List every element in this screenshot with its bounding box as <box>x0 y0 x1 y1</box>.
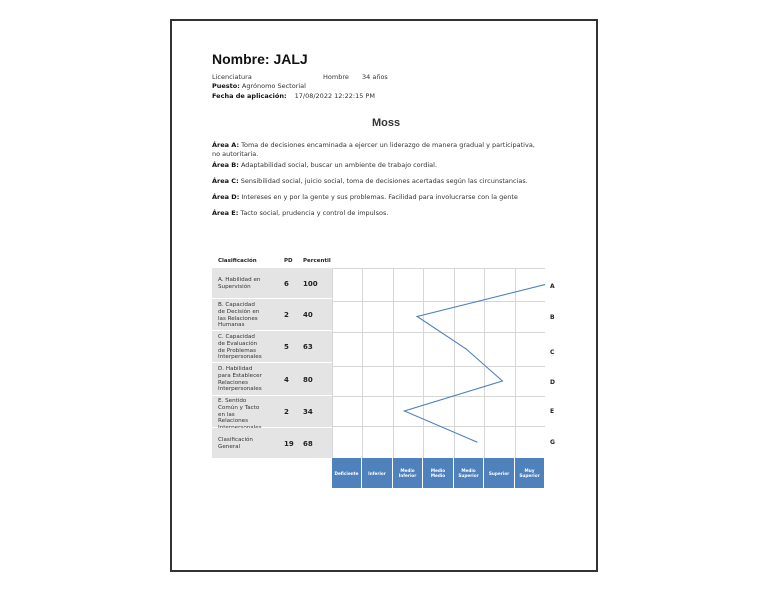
row-pd: 19 <box>284 440 294 448</box>
row-letter: E <box>550 408 555 415</box>
table-row <box>212 396 332 428</box>
row-letter: G <box>550 439 555 446</box>
row-letter: B <box>550 314 555 321</box>
profile-point-E <box>404 410 405 411</box>
age-text: 34 años <box>362 73 388 81</box>
row-percentil: 80 <box>303 376 313 384</box>
table-row <box>212 363 332 396</box>
header-pd: PD <box>284 258 293 264</box>
area-d <box>212 193 542 202</box>
gender-text: Hombre <box>323 73 349 81</box>
area-a-text: Toma de decisiones encaminada a ejercer un liderazgo de manera gradual y participativa, no autoritaria. <box>212 141 535 158</box>
area-e-text: Tacto social, prudencia y control de impulsos. <box>240 209 389 217</box>
row-label: B. Capacidad de Decisión en las Relaciones Humanas <box>218 302 260 329</box>
header-clasificacion: Clasificación <box>218 258 257 264</box>
area-e <box>212 209 542 218</box>
row-pd: 4 <box>284 376 289 384</box>
row-percentil: 34 <box>303 408 313 416</box>
profile-point-B <box>417 316 418 317</box>
date-line <box>212 92 375 100</box>
row-letter: A <box>550 283 555 290</box>
row-pd: 6 <box>284 280 289 288</box>
row-label: C. Capacidad de Evaluación de Problemas Interpersonales <box>218 334 262 361</box>
area-b <box>212 161 542 170</box>
row-percentil: 40 <box>303 311 313 319</box>
header-percentil: Percentil <box>303 258 331 264</box>
level-medio-inferior: Medio Inferior <box>393 458 423 488</box>
profile-point-C <box>466 348 467 349</box>
level-deficiente: Deficiente <box>332 458 362 488</box>
area-d-text: Intereses en y por la gente y sus problemas. Facilidad para involucrarse con la gente <box>241 193 518 201</box>
area-c <box>212 177 542 186</box>
row-percentil: 100 <box>303 280 318 288</box>
profile-line <box>404 285 545 443</box>
area-c-label: Área C: <box>212 177 239 185</box>
position-value: Agrónomo Sectorial <box>241 82 306 90</box>
area-b-text: Adaptabilidad social, buscar un ambiente de trabajo cordial. <box>240 161 438 169</box>
row-letter: C <box>550 349 555 356</box>
level-medio-superior: Medio Superior <box>454 458 484 488</box>
person-name: Nombre: JALJ <box>212 51 308 67</box>
area-d-label: Área D: <box>212 193 240 201</box>
row-pd: 2 <box>284 408 289 416</box>
row-label: Clasificación General <box>218 437 253 450</box>
area-b-label: Área B: <box>212 161 239 169</box>
table-row <box>212 331 332 363</box>
table-row <box>212 268 332 299</box>
degree-text: Licenciatura <box>212 73 252 81</box>
area-e-label: Área E: <box>212 209 239 217</box>
level-superior: Superior <box>484 458 515 488</box>
row-label: E. Sentido Común y Tacto en las Relaciones <box>218 398 260 425</box>
area-a-label: Área A: <box>212 141 240 149</box>
row-label: A. Habilidad en Supervisión <box>218 277 261 290</box>
area-c-text: Sensibilidad social, juicio social, toma de decisiones acertadas según las circunstancias. <box>240 177 528 185</box>
table-row <box>212 428 332 459</box>
profile-point-D <box>502 380 503 381</box>
area-a <box>212 141 542 158</box>
test-title: Moss <box>371 117 401 129</box>
profile-chart <box>332 268 545 458</box>
level-inferior: Inferior <box>362 458 393 488</box>
row-letter: D <box>550 379 555 386</box>
profile-point-G <box>476 441 477 442</box>
row-percentil: 63 <box>303 343 313 351</box>
position-label: Puesto: <box>212 82 240 90</box>
position-line <box>212 82 306 90</box>
row-pd: 5 <box>284 343 289 351</box>
row-pd: 2 <box>284 311 289 319</box>
row-label: D. Habilidad para Establecer Relaciones Interpersonales <box>218 366 262 393</box>
date-label: Fecha de aplicación: <box>212 92 287 100</box>
level-legend <box>332 458 545 488</box>
table-row <box>212 299 332 331</box>
report-page <box>170 19 598 572</box>
row-percentil: 68 <box>303 440 313 448</box>
date-value: 17/08/2022 12:22:15 PM <box>294 92 375 100</box>
level-medio-medio: Medio Medio <box>423 458 454 488</box>
level-muy-superior: Muy Superior <box>515 458 545 488</box>
